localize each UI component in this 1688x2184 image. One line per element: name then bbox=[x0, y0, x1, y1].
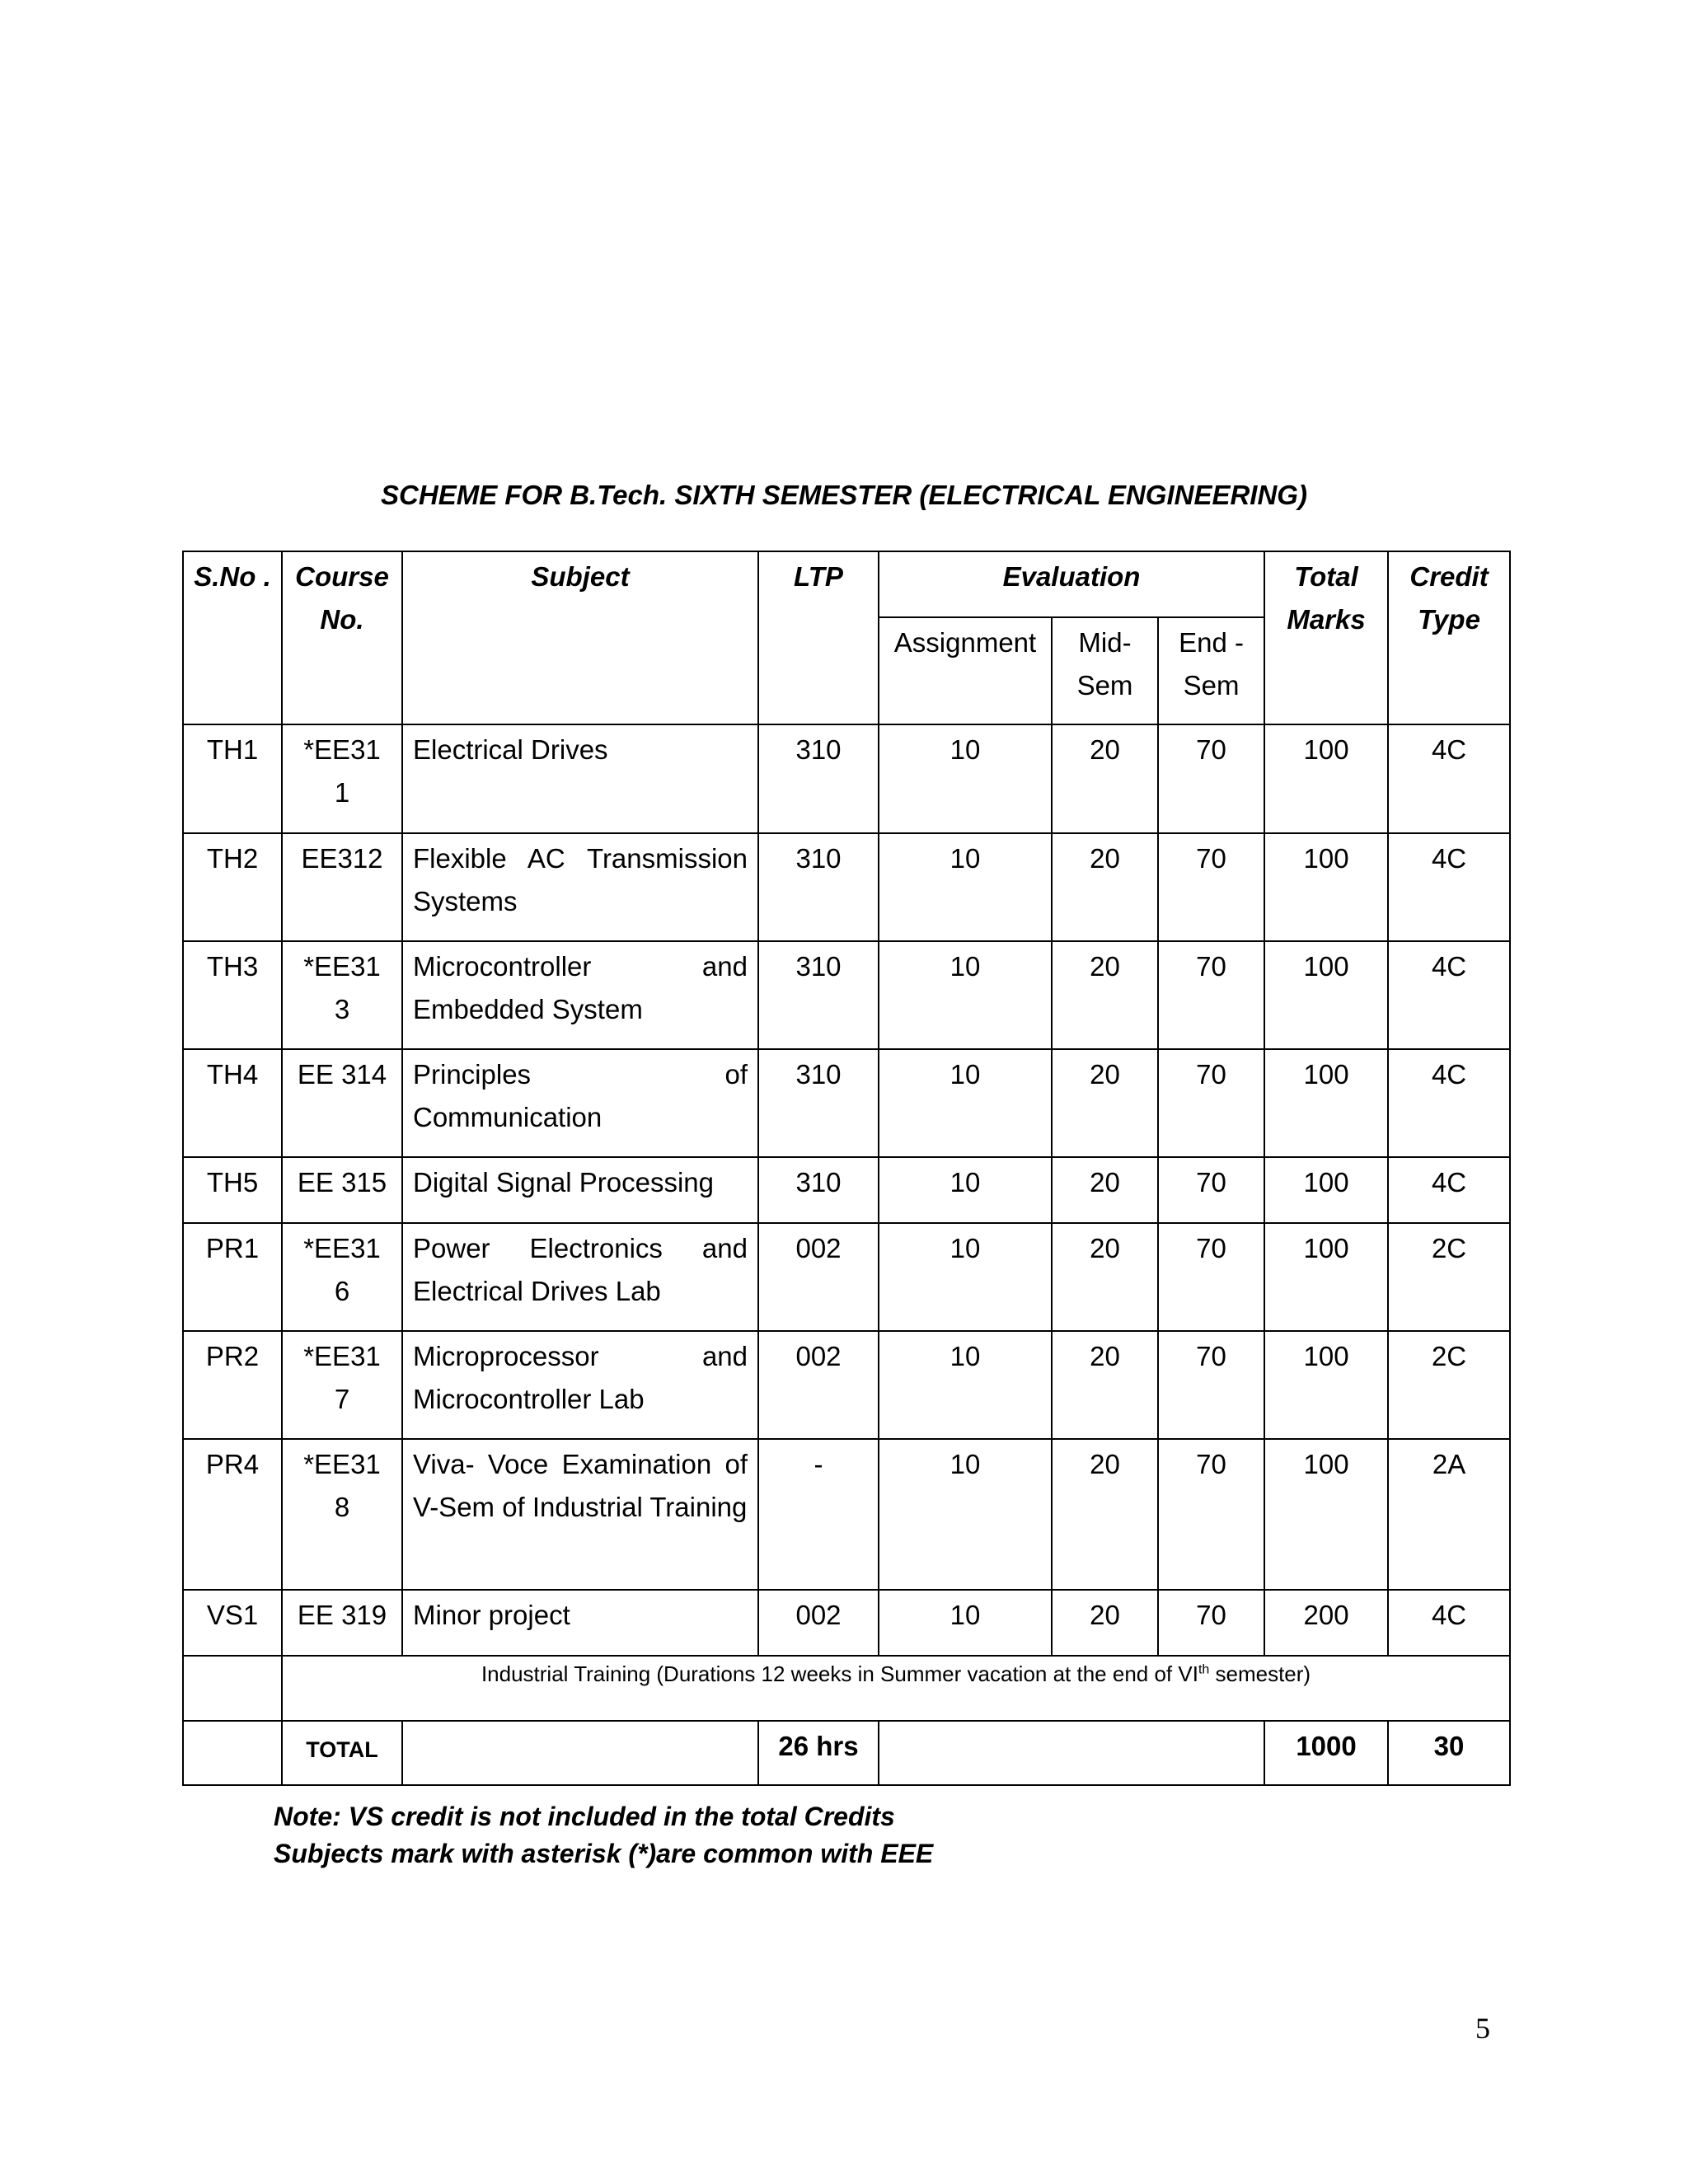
cell-course: EE312 bbox=[282, 833, 402, 941]
industrial-training-note bbox=[282, 1656, 1510, 1721]
cell-ltp: 310 bbox=[758, 941, 879, 1049]
industrial-training-text: Industrial Training (Durations 12 weeks in Summer vacation at the end of VI bbox=[481, 1661, 1198, 1686]
course-rows bbox=[183, 724, 1510, 1656]
cell-total-marks: 200 bbox=[1264, 1590, 1388, 1656]
industrial-training-text-end: semester) bbox=[1209, 1661, 1311, 1686]
note-line: Note: VS credit is not included in the total Credits bbox=[274, 1802, 895, 1831]
cell-subject: Electrical Drives bbox=[402, 724, 758, 833]
header-endsem: End -Sem bbox=[1158, 617, 1264, 724]
cell-course: EE 314 bbox=[282, 1049, 402, 1157]
cell-total-marks: 100 bbox=[1264, 833, 1388, 941]
cell-endsem: 70 bbox=[1158, 1049, 1264, 1157]
header-ltp: LTP bbox=[758, 551, 879, 724]
cell-subject: Microcontroller and Embedded System bbox=[402, 941, 758, 1049]
cell-course: *EE31 7 bbox=[282, 1331, 402, 1439]
cell-assignment: 10 bbox=[879, 724, 1052, 833]
header-total-marks: Total Marks bbox=[1264, 551, 1388, 724]
blank-cell bbox=[183, 1656, 282, 1721]
cell-sno: TH4 bbox=[183, 1049, 282, 1157]
cell-sno: PR2 bbox=[183, 1331, 282, 1439]
cell-course: *EE31 8 bbox=[282, 1439, 402, 1590]
header-assignment: Assignment bbox=[879, 617, 1052, 724]
cell-ltp: 310 bbox=[758, 833, 879, 941]
cell-subject: Principles of Communication bbox=[402, 1049, 758, 1157]
cell-course: *EE31 6 bbox=[282, 1223, 402, 1331]
cell-ltp: 310 bbox=[758, 1049, 879, 1157]
header-sno: S.No . bbox=[183, 551, 282, 724]
cell-sno: PR4 bbox=[183, 1439, 282, 1590]
cell-ltp: - bbox=[758, 1439, 879, 1590]
table-row bbox=[183, 1439, 1510, 1590]
cell-endsem: 70 bbox=[1158, 1157, 1264, 1223]
total-marks: 1000 bbox=[1264, 1721, 1388, 1785]
blank-cell bbox=[879, 1721, 1264, 1785]
cell-subject: Minor project bbox=[402, 1590, 758, 1656]
header-subject: Subject bbox=[402, 551, 758, 724]
cell-total-marks: 100 bbox=[1264, 1157, 1388, 1223]
cell-midsem: 20 bbox=[1052, 941, 1158, 1049]
cell-midsem: 20 bbox=[1052, 1157, 1158, 1223]
cell-subject: Power Electronics and Electrical Drives Lab bbox=[402, 1223, 758, 1331]
cell-endsem: 70 bbox=[1158, 833, 1264, 941]
cell-credit-type: 2C bbox=[1388, 1223, 1510, 1331]
cell-midsem: 20 bbox=[1052, 833, 1158, 941]
superscript-th: th bbox=[1198, 1662, 1210, 1677]
cell-total-marks: 100 bbox=[1264, 1331, 1388, 1439]
cell-credit-type: 2C bbox=[1388, 1331, 1510, 1439]
cell-total-marks: 100 bbox=[1264, 1049, 1388, 1157]
cell-midsem: 20 bbox=[1052, 1439, 1158, 1590]
cell-total-marks: 100 bbox=[1264, 1439, 1388, 1590]
cell-midsem: 20 bbox=[1052, 1331, 1158, 1439]
cell-credit-type: 4C bbox=[1388, 724, 1510, 833]
cell-course: *EE31 3 bbox=[282, 941, 402, 1049]
cell-total-marks: 100 bbox=[1264, 724, 1388, 833]
cell-assignment: 10 bbox=[879, 1049, 1052, 1157]
table-row bbox=[183, 941, 1510, 1049]
scheme-table bbox=[182, 551, 1511, 1786]
cell-endsem: 70 bbox=[1158, 1590, 1264, 1656]
cell-midsem: 20 bbox=[1052, 1223, 1158, 1331]
cell-ltp: 002 bbox=[758, 1331, 879, 1439]
cell-midsem: 20 bbox=[1052, 1590, 1158, 1656]
cell-assignment: 10 bbox=[879, 1157, 1052, 1223]
table-row bbox=[183, 1590, 1510, 1656]
header-midsem: Mid- Sem bbox=[1052, 617, 1158, 724]
cell-ltp: 310 bbox=[758, 1157, 879, 1223]
cell-credit-type: 2A bbox=[1388, 1439, 1510, 1590]
table-row bbox=[183, 1049, 1510, 1157]
note-line: Subjects mark with asterisk (*)are common with EEE bbox=[274, 1839, 934, 1868]
cell-course: EE 315 bbox=[282, 1157, 402, 1223]
cell-ltp: 002 bbox=[758, 1590, 879, 1656]
cell-course: *EE31 1 bbox=[282, 724, 402, 833]
blank-cell bbox=[402, 1721, 758, 1785]
cell-credit-type: 4C bbox=[1388, 833, 1510, 941]
cell-assignment: 10 bbox=[879, 941, 1052, 1049]
table-row bbox=[183, 1157, 1510, 1223]
cell-endsem: 70 bbox=[1158, 1439, 1264, 1590]
blank-cell bbox=[183, 1721, 282, 1785]
cell-total-marks: 100 bbox=[1264, 1223, 1388, 1331]
total-credits: 30 bbox=[1388, 1721, 1510, 1785]
page-title: SCHEME FOR B.Tech. SIXTH SEMESTER (ELECTRICAL ENGINEERING) bbox=[381, 480, 1307, 510]
cell-sno: TH5 bbox=[183, 1157, 282, 1223]
cell-credit-type: 4C bbox=[1388, 1590, 1510, 1656]
cell-subject: Microprocessor and Microcontroller Lab bbox=[402, 1331, 758, 1439]
cell-midsem: 20 bbox=[1052, 724, 1158, 833]
cell-assignment: 10 bbox=[879, 1439, 1052, 1590]
total-ltp: 26 hrs bbox=[758, 1721, 879, 1785]
cell-total-marks: 100 bbox=[1264, 941, 1388, 1049]
cell-ltp: 310 bbox=[758, 724, 879, 833]
cell-sno: PR1 bbox=[183, 1223, 282, 1331]
table-row bbox=[183, 1331, 1510, 1439]
cell-credit-type: 4C bbox=[1388, 1157, 1510, 1223]
cell-credit-type: 4C bbox=[1388, 1049, 1510, 1157]
notes bbox=[274, 1798, 933, 1872]
table-row bbox=[183, 1223, 1510, 1331]
total-label: TOTAL bbox=[282, 1721, 402, 1785]
cell-subject: Flexible AC Transmission Systems bbox=[402, 833, 758, 941]
cell-endsem: 70 bbox=[1158, 724, 1264, 833]
cell-sno: VS1 bbox=[183, 1590, 282, 1656]
header-credit-type: Credit Type bbox=[1388, 551, 1510, 724]
cell-assignment: 10 bbox=[879, 833, 1052, 941]
header-course: Course No. bbox=[282, 551, 402, 724]
cell-assignment: 10 bbox=[879, 1223, 1052, 1331]
cell-sno: TH1 bbox=[183, 724, 282, 833]
cell-assignment: 10 bbox=[879, 1331, 1052, 1439]
cell-subject: Viva- Voce Examination of V-Sem of Industrial Training bbox=[402, 1439, 758, 1590]
cell-endsem: 70 bbox=[1158, 1223, 1264, 1331]
table-row bbox=[183, 833, 1510, 941]
cell-assignment: 10 bbox=[879, 1590, 1052, 1656]
cell-midsem: 20 bbox=[1052, 1049, 1158, 1157]
table-row bbox=[183, 724, 1510, 833]
cell-subject: Digital Signal Processing bbox=[402, 1157, 758, 1223]
cell-ltp: 002 bbox=[758, 1223, 879, 1331]
cell-endsem: 70 bbox=[1158, 1331, 1264, 1439]
cell-sno: TH3 bbox=[183, 941, 282, 1049]
header-evaluation: Evaluation bbox=[879, 551, 1264, 617]
cell-sno: TH2 bbox=[183, 833, 282, 941]
cell-endsem: 70 bbox=[1158, 941, 1264, 1049]
cell-course: EE 319 bbox=[282, 1590, 402, 1656]
cell-credit-type: 4C bbox=[1388, 941, 1510, 1049]
page-number: 5 bbox=[1475, 2012, 1490, 2045]
